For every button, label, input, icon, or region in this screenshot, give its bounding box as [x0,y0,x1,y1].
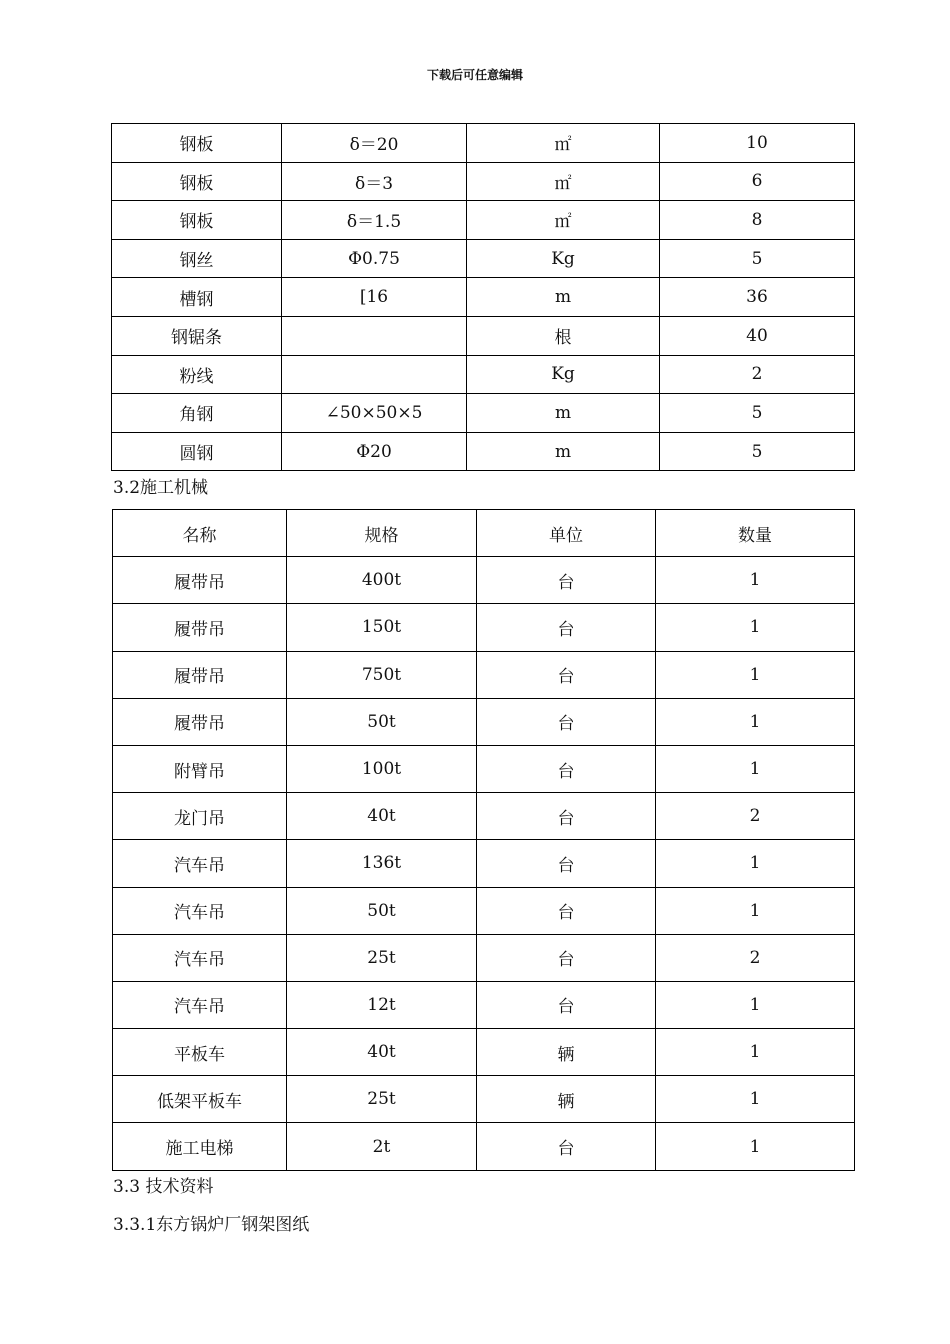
table-cell: 汽车吊 [113,887,287,934]
table-cell: ∠50×50×5 [282,394,467,433]
table-cell: 台 [477,698,656,745]
table-cell: 100t [287,745,477,792]
table-cell: 1 [656,981,855,1028]
table-cell: 1 [656,887,855,934]
table-cell: 2 [656,793,855,840]
table-cell: 附臂吊 [113,745,287,792]
table-cell: 1 [656,1029,855,1076]
table-cell: 辆 [477,1076,656,1123]
table-cell: 施工电梯 [113,1123,287,1170]
table-cell: 辆 [477,1029,656,1076]
machinery-table-header [113,510,855,557]
table-cell: 龙门吊 [113,793,287,840]
table-cell: 1 [656,840,855,887]
machinery-table-body [113,557,855,1170]
table-row [112,355,855,394]
table-cell: 台 [477,934,656,981]
table-cell [282,316,467,355]
table-cell: 钢锯条 [112,316,282,355]
table-cell: 履带吊 [113,557,287,604]
table-cell: 1 [656,745,855,792]
table-cell: 汽车吊 [113,840,287,887]
table-row [113,1123,855,1170]
table-row [113,934,855,981]
table-row [113,698,855,745]
machinery-table [112,509,855,1171]
table-cell: m [467,278,660,317]
table-cell: 平板车 [113,1029,287,1076]
table-cell: 136t [287,840,477,887]
table-cell: 50t [287,698,477,745]
table-row [112,239,855,278]
table-cell: 25t [287,934,477,981]
table-row [113,1029,855,1076]
column-header: 规格 [287,510,477,557]
table-cell: 钢板 [112,124,282,163]
table-cell: Φ0.75 [282,239,467,278]
table-cell: δ＝3 [282,162,467,201]
section-subtitle-tech-drawings: 3.3.1东方锅炉厂钢架图纸 [113,1215,310,1235]
table-row [112,316,855,355]
table-cell: 5 [660,239,855,278]
table-cell: 台 [477,840,656,887]
table-cell: 槽钢 [112,278,282,317]
table-cell: 8 [660,201,855,240]
table-cell: 50t [287,887,477,934]
table-cell: 40t [287,1029,477,1076]
table-cell [282,355,467,394]
table-row [112,162,855,201]
table-cell: 12t [287,981,477,1028]
table-row [113,557,855,604]
table-cell: 150t [287,604,477,651]
table-cell: 1 [656,698,855,745]
table-cell: 汽车吊 [113,934,287,981]
table-cell: 粉线 [112,355,282,394]
table-cell: 1 [656,1123,855,1170]
table-cell: 2t [287,1123,477,1170]
page-header: 下载后可任意编辑 [426,68,523,82]
table-row [113,651,855,698]
materials-table-body [112,124,855,471]
section-title-tech: 3.3 技术资料 [113,1177,214,1197]
table-cell: 5 [660,432,855,471]
table-cell: 1 [656,651,855,698]
table-cell: 钢板 [112,201,282,240]
table-cell: 汽车吊 [113,981,287,1028]
table-cell: 履带吊 [113,604,287,651]
table-cell: 2 [660,355,855,394]
table-cell: 钢板 [112,162,282,201]
table-cell: 根 [467,316,660,355]
table-row [112,201,855,240]
table-cell: 5 [660,394,855,433]
table-row [113,793,855,840]
column-header: 单位 [477,510,656,557]
table-row [113,981,855,1028]
section-title-machinery: 3.2施工机械 [113,478,209,498]
table-cell: 台 [477,1123,656,1170]
table-row [113,1076,855,1123]
table-row [112,432,855,471]
table-cell: 750t [287,651,477,698]
table-cell: 1 [656,1076,855,1123]
table-cell: 400t [287,557,477,604]
table-cell: 36 [660,278,855,317]
table-row [112,394,855,433]
table-cell: 10 [660,124,855,163]
table-row [113,604,855,651]
table-cell: 圆钢 [112,432,282,471]
table-cell: Kg [467,355,660,394]
table-cell: 台 [477,604,656,651]
table-cell: 1 [656,604,855,651]
table-cell: 40t [287,793,477,840]
column-header: 名称 [113,510,287,557]
table-row [112,278,855,317]
table-cell: ㎡ [467,124,660,163]
table-cell: 台 [477,887,656,934]
table-cell: 履带吊 [113,651,287,698]
table-cell: m [467,394,660,433]
column-header: 数量 [656,510,855,557]
table-cell: [16 [282,278,467,317]
table-cell: m [467,432,660,471]
table-cell: Φ20 [282,432,467,471]
table-cell: 台 [477,745,656,792]
table-cell: 2 [656,934,855,981]
table-cell: 台 [477,557,656,604]
table-row [112,124,855,163]
table-row [113,745,855,792]
table-row [113,887,855,934]
table-cell: δ＝20 [282,124,467,163]
table-cell: 角钢 [112,394,282,433]
table-cell: 履带吊 [113,698,287,745]
table-cell: 钢丝 [112,239,282,278]
table-cell: 台 [477,651,656,698]
table-cell: δ＝1.5 [282,201,467,240]
table-cell: 6 [660,162,855,201]
table-cell: ㎡ [467,201,660,240]
table-cell: 40 [660,316,855,355]
table-header-row [113,510,855,557]
table-cell: 1 [656,557,855,604]
table-row [113,840,855,887]
table-cell: ㎡ [467,162,660,201]
table-cell: 台 [477,793,656,840]
table-cell: 25t [287,1076,477,1123]
materials-table [111,123,855,471]
table-cell: 低架平板车 [113,1076,287,1123]
table-cell: Kg [467,239,660,278]
table-cell: 台 [477,981,656,1028]
